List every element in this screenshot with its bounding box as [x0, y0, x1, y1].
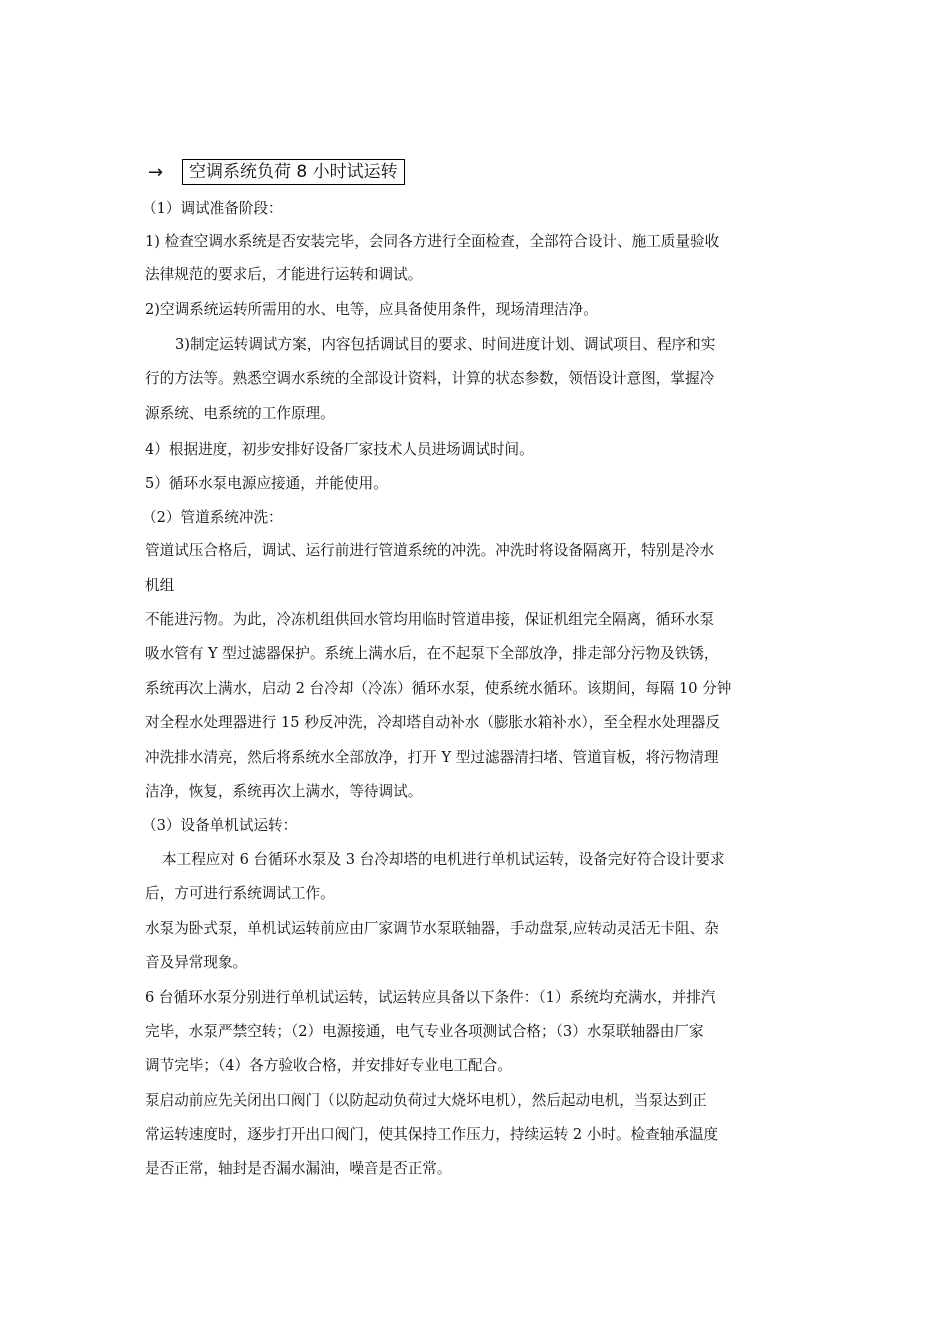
section-title: 空调系统负荷 8 小时试运转 — [182, 159, 405, 185]
paragraph-line: 行的方法等。熟悉空调水系统的全部设计资料，计算的状态参数，领悟设计意图，掌握冷 — [145, 370, 715, 387]
paragraph-line: 不能进污物。为此，冷冻机组供回水管均用临时管道串接，保证机组完全隔离，循环水泵 — [145, 611, 715, 628]
paragraph-line: 后，方可进行系统调试工作。 — [145, 885, 335, 902]
paragraph-line: 3)制定运转调试方案，内容包括调试目的要求、时间进度计划、调试项目、程序和实 — [175, 336, 716, 353]
subheading: （2）管道系统冲洗： — [142, 509, 283, 526]
paragraph-line: 音及异常现象。 — [145, 954, 248, 971]
paragraph-line: 本工程应对 6 台循环水泵及 3 台冷却塔的电机进行单机试运转，设备完好符合设计要求 — [162, 851, 725, 868]
subheading: （3）设备单机试运转： — [142, 817, 298, 834]
arrow-icon: → — [148, 161, 164, 183]
paragraph-line: 完毕，水泵严禁空转；（2）电源接通，电气专业各项测试合格；（3）水泵联轴器由厂家 — [145, 1023, 704, 1040]
paragraph-line: 调节完毕；（4）各方验收合格，并安排好专业电工配合。 — [145, 1057, 512, 1074]
paragraph-line: 对全程水处理器进行 15 秒反冲洗，冷却塔自动补水（膨胀水箱补水），至全程水处理器反 — [145, 714, 721, 731]
paragraph-line: 泵启动前应先关闭出口阀门（以防起动负荷过大烧坏电机），然后起动电机，当泵达到正 — [145, 1092, 707, 1109]
paragraph-line: 系统再次上满水，启动 2 台冷却（冷冻）循环水泵，使系统水循环。该期间，每隔 10 分钟 — [145, 680, 732, 697]
section-heading — [148, 158, 405, 186]
paragraph-line: 水泵为卧式泵，单机试运转前应由厂家调节水泵联轴器，手动盘泵,应转动灵活无卡阻、杂 — [145, 920, 719, 937]
paragraph-line: 法律规范的要求后，才能进行运转和调试。 — [145, 266, 423, 283]
paragraph-line: 6 台循环水泵分别进行单机试运转，试运转应具备以下条件：（1）系统均充满水，并排汽 — [145, 989, 716, 1006]
paragraph-line: 冲洗排水清亮，然后将系统水全部放净，打开 Y 型过滤器清扫堵、管道盲板，将污物清理 — [145, 749, 719, 766]
subheading: （1）调试准备阶段： — [142, 200, 283, 217]
paragraph-line: 机组 — [145, 577, 175, 594]
paragraph-line: 2)空调系统运转所需用的水、电等，应具备使用条件，现场清理洁净。 — [145, 301, 598, 318]
paragraph-line: 5）循环水泵电源应接通，并能使用。 — [145, 475, 388, 492]
paragraph-line: 洁净，恢复，系统再次上满水，等待调试。 — [145, 783, 423, 800]
paragraph-line: 管道试压合格后，调试、运行前进行管道系统的冲洗。冲洗时将设备隔离开，特别是冷水 — [145, 542, 715, 559]
paragraph-line: 是否正常，轴封是否漏水漏油，噪音是否正常。 — [145, 1160, 452, 1177]
paragraph-line: 常运转速度时，逐步打开出口阀门，使其保持工作压力，持续运转 2 小时。检查轴承温度 — [145, 1126, 719, 1143]
paragraph-line: 吸水管有 Y 型过滤器保护。系统上满水后，在不起泵下全部放净，排走部分污物及铁锈， — [145, 645, 719, 662]
paragraph-line: 4）根据进度，初步安排好设备厂家技术人员进场调试时间。 — [145, 441, 534, 458]
paragraph-line: 1) 检查空调水系统是否安装完毕，会同各方进行全面检查，全部符合设计、施工质量验收 — [145, 233, 720, 250]
paragraph-line: 源系统、电系统的工作原理。 — [145, 405, 335, 422]
